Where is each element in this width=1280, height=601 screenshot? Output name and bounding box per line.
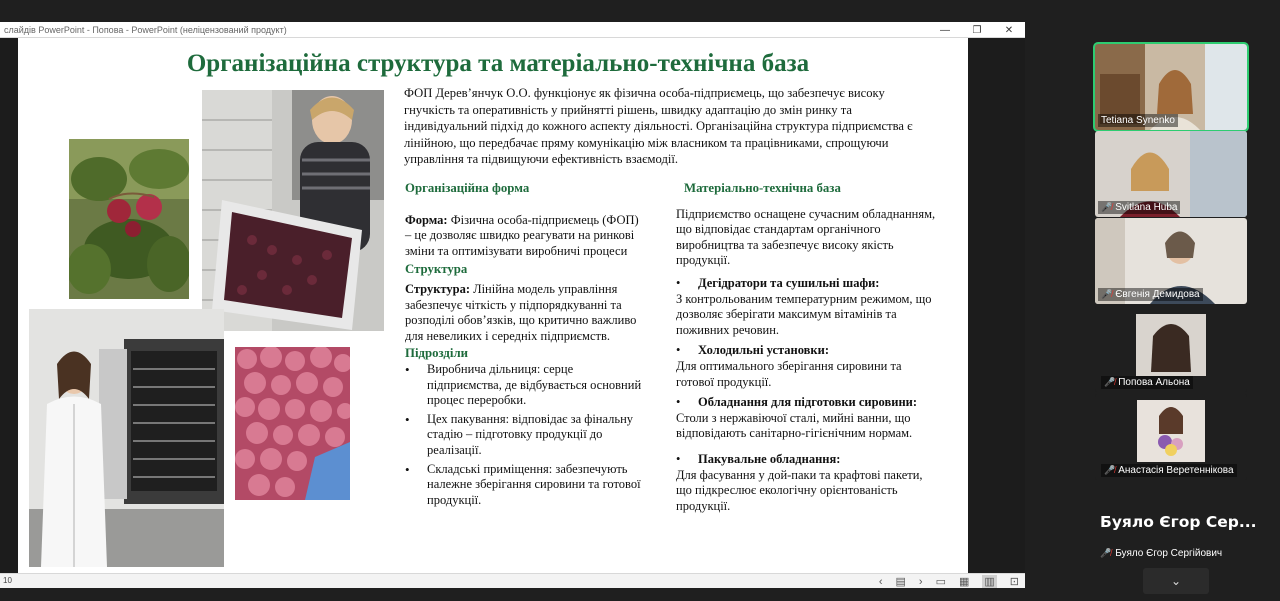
structure-label: Структура: [405,281,470,296]
equipment-title: • Обладнання для підготовки сировини: [676,395,938,411]
form-text: Фізична особа-підприємець (ФОП) – це дозволяє швидко реагувати на ринкові зміни та оптимізувати виробничі процеси [405,212,639,258]
equipment-text: З контрольованим температурним режимом, що дозволяє зберігати максимум вітамінів та поживних речовин. [676,291,932,337]
participant-name: Попова Альона [1118,377,1190,388]
participant-tile[interactable] [1095,306,1247,392]
microphone-muted-icon: 🎤̸ [1101,289,1113,299]
list-item: • Складські приміщення: забезпечують належне зберігання сировини та готової продукції. [405,462,645,509]
microphone-muted-icon: 🎤̸ [1101,202,1113,212]
microphone-muted-icon: 🎤̸ [1104,377,1116,387]
participant-name-tag [1101,464,1237,477]
close-button[interactable]: ✕ [1004,24,1014,36]
worker-with-crate-photo [202,90,384,331]
divisions-heading: Підрозділи [405,346,468,361]
right-gutter [968,38,1025,573]
ppt-statusbar [0,573,1025,588]
show-more-button[interactable] [1143,568,1209,594]
microphone-muted-icon: 🎤̸ [1104,465,1116,475]
equipment-text: Для оптимального зберігання сировини та готової продукції. [676,358,902,389]
org-form-heading: Організаційна форма [405,181,530,195]
slideshow-icon[interactable]: ⊡ [1009,576,1019,588]
equipment-title: • Холодильні установки: [676,343,938,359]
statusbar-icons [879,574,1019,589]
participant-name-tag [1101,376,1193,389]
divisions-list [405,362,645,508]
intro-paragraph: ФОП Дерев’янчук О.О. функціонує як фізична особа-підприємець, що забезпечує високу гнучкість та оперативність у прийнятті рішень, швидку адаптацію до змін ринку та індивідуальний підхід до кожного аспекту діяльності. Організаційна структура підприємства є лінійною, що передбачає пряму комунікацію між власником та працівниками, спрощуючи управління та підвищуючи ефективність взаємодії. [404,86,913,166]
next-slide-icon[interactable]: › [918,575,923,588]
org-form-column [405,181,645,511]
left-gutter [0,38,18,573]
material-base-heading: Матеріально-технічна база [684,181,841,195]
normal-view-icon[interactable]: ▭ [935,576,946,588]
minimize-button[interactable]: — [940,24,950,36]
previous-slide-icon[interactable]: ‹ [878,575,883,588]
equipment-item [676,276,938,338]
material-base-column [676,181,938,514]
notes-icon[interactable]: ▤ [895,576,906,588]
participant-name: Євгенія Демидова [1115,289,1200,300]
participants-panel [1025,0,1280,601]
equipment-item [676,452,938,514]
participant-tile[interactable] [1095,131,1247,217]
equipment-text: Столи з нержавіючої сталі, мийні ванни, що відповідають санітарно-гігієнічним нормам. [676,410,913,441]
form-label: Форма: [405,212,448,227]
participant-name: Буяло Єгор Сергійович [1115,548,1223,559]
chevron-down-icon: ⌄ [1170,574,1182,588]
reading-view-icon[interactable]: ▥ [984,576,995,588]
freeze-dried-raspberries-photo [235,347,350,500]
participant-name: Tetiana Synenko [1101,115,1175,126]
participant-name-tag [1098,201,1180,214]
participant-large-name: Буяло Єгор Сер... [1100,513,1257,531]
participant-tile[interactable] [1095,44,1247,130]
structure-heading: Структура [405,262,468,277]
slide-sorter-icon[interactable]: ▦ [958,576,970,588]
participant-name-tag [1100,548,1222,559]
equipment-title: • Пакувальне обладнання: [676,452,938,468]
equipment-text: Для фасування у дой-паки та крафтові пакети, що підкреслює екологічну орієнтованість продукції. [676,467,923,513]
participant-tile[interactable] [1095,394,1247,480]
equipment-item [676,343,938,390]
structure-paragraph [405,282,645,344]
equipment-item [676,395,938,442]
list-item: • Цех пакування: відповідає за фінальну стадію – підготовку продукції до реалізації. [405,412,645,459]
participant-name-tag [1098,114,1178,127]
form-paragraph [405,213,645,260]
window-controls [929,22,1025,38]
material-base-intro: Підприємство оснащене сучасним обладнанням, що відповідає стандартам органічного виробництва та забезпечує високу якість продукції. [676,206,936,268]
equipment-title: • Дегідратори та сушильні шафи: [676,276,938,292]
list-item: • Виробнича дільниця: серце підприємства, де відбувається основний процес переробки. [405,362,645,409]
slide-number: 10 [3,576,12,585]
participant-name: Анастасія Веретеннікова [1118,465,1234,476]
restore-button[interactable]: ❐ [972,24,982,36]
raspberry-bush-photo [69,139,189,299]
powerpoint-window [0,22,1025,588]
ppt-titlebar [0,22,1025,38]
structure-text: Лінійна модель управління забезпечує чіткість у підпорядкуванні та розподілі обов’язків, що критично важливо для невеликих і середніх підприємств. [405,281,637,343]
dryer-woman-photo [29,309,224,567]
window-title: слайдів PowerPoint - Попова - PowerPoint (неліцензований продукт) [4,24,287,35]
participant-name-tag [1098,288,1203,301]
slide[interactable] [18,38,968,573]
participant-tile[interactable] [1095,218,1247,304]
slide-title: Організаційна структура та матеріально-технічна база [186,50,810,77]
microphone-muted-icon: 🎤̸ [1100,548,1112,558]
participant-name: Svitlana Huba [1115,202,1178,213]
